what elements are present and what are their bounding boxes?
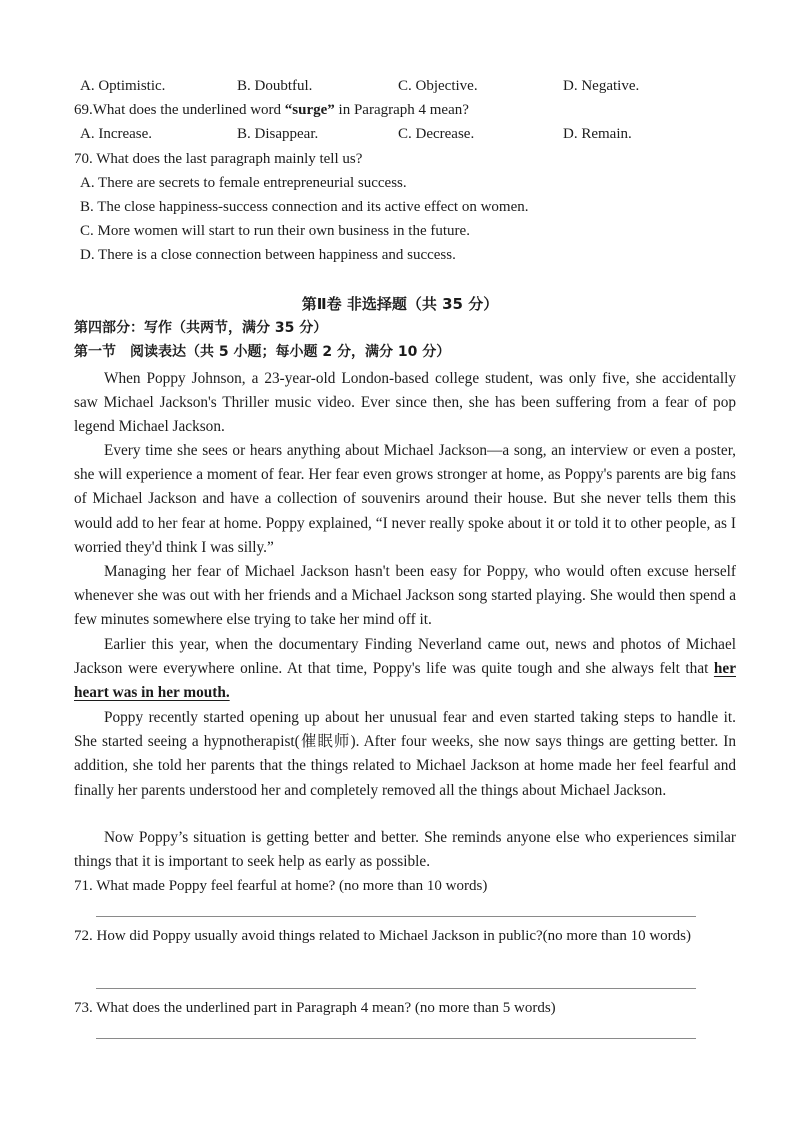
q73-stem: 73. What does the underlined part in Paragraph 4 mean? (no more than 5 words) bbox=[74, 1000, 556, 1016]
q70-option-a: A. There are secrets to female entrepreneurial success. bbox=[80, 175, 407, 191]
q73-answer-line[interactable] bbox=[96, 1038, 696, 1039]
q72-answer-line[interactable] bbox=[96, 988, 696, 989]
q69-stem-prefix: 69.What does the underlined word bbox=[74, 102, 285, 118]
q69-stem-suffix: in Paragraph 4 mean? bbox=[334, 102, 469, 118]
passage-paragraph-2 bbox=[74, 439, 736, 560]
q70-stem: 70. What does the last paragraph mainly tell us? bbox=[74, 151, 363, 167]
passage-paragraph-4 bbox=[74, 633, 736, 706]
passage-paragraph-3 bbox=[74, 560, 736, 633]
p2-text: Every time she sees or hears anything about Michael Jackson—a song, an interview or even a poster, she will experience a moment of fear. Her fear even grows stronger at home, as Poppy's parents are big fans of Michael Jackson and have a collection of souvenirs around their house. But she never tells them this would add to her fear at home. Poppy explained, “I never really spoke about it or told it to other people, as I worried they'd think I was silly.” bbox=[74, 442, 736, 556]
p1-text: When Poppy Johnson, a 23-year-old London-based college student, was only five, she accidentally saw Michael Jackson's Thriller music video. Ever since then, she has been suffering from a fear of pop legend Michael Jackson. bbox=[74, 370, 736, 436]
q70-option-c: C. More women will start to run their own business in the future. bbox=[80, 223, 470, 239]
q72-stem: 72. How did Poppy usually avoid things related to Michael Jackson in public?(no more than 10 words) bbox=[74, 928, 691, 944]
p4-underlined-phrase: her heart was in her mouth. bbox=[74, 660, 736, 702]
section1-heading: 第一节 阅读表达（共 5 小题；每小题 2 分，满分 10 分） bbox=[74, 344, 451, 360]
p6-text: Now Poppy’s situation is getting better and better. She reminds anyone else who experiences similar things that it is important to seek help as early as possible. bbox=[74, 829, 736, 871]
q69-option-d: D. Remain. bbox=[563, 126, 632, 142]
passage-paragraph-1 bbox=[74, 367, 736, 440]
part2-title: 第Ⅱ卷 非选择题（共 35 分） bbox=[301, 295, 499, 313]
p4-text: Earlier this year, when the documentary Finding Neverland came out, news and photos of Michael Jackson were everywhere online. At that time, Poppy's life was quite tough and she always felt that bbox=[74, 636, 736, 678]
q68-option-c: C. Objective. bbox=[398, 78, 478, 94]
p3-text: Managing her fear of Michael Jackson hasn't been easy for Poppy, who would often excuse herself whenever she was out with her friends and a Michael Jackson song started playing. She would then spend a few minutes somewhere else trying to take her mind off it. bbox=[74, 563, 736, 629]
q68-option-a: A. Optimistic. bbox=[80, 78, 166, 94]
passage-paragraph-5 bbox=[74, 706, 736, 803]
p5-text: Poppy recently started opening up about her unusual fear and even started taking steps to handle it. She started seeing a hypnotherapist(催眠师). After four weeks, she now says things are getting better. In addition, she told her parents that the things related to Michael Jackson at home made her feel fearful and finally her parents understood her and completely removed all the things about Michael Jackson. bbox=[74, 709, 736, 799]
q69-keyword: “surge” bbox=[284, 102, 335, 118]
q70-option-b: B. The close happiness-success connection and its active effect on women. bbox=[80, 199, 529, 215]
q68-option-b: B. Doubtful. bbox=[237, 78, 313, 94]
q71-answer-line[interactable] bbox=[96, 916, 696, 917]
q69-stem bbox=[74, 100, 469, 120]
q71-stem: 71. What made Poppy feel fearful at home? (no more than 10 words) bbox=[74, 878, 488, 894]
q69-option-b: B. Disappear. bbox=[237, 126, 319, 142]
q69-option-a: A. Increase. bbox=[80, 126, 153, 142]
q68-option-d: D. Negative. bbox=[563, 78, 640, 94]
q69-option-c: C. Decrease. bbox=[398, 126, 475, 142]
passage-paragraph-6 bbox=[74, 826, 736, 874]
part4-heading: 第四部分：写作（共两节，满分 35 分） bbox=[74, 320, 328, 336]
q70-option-d: D. There is a close connection between happiness and success. bbox=[80, 247, 456, 263]
